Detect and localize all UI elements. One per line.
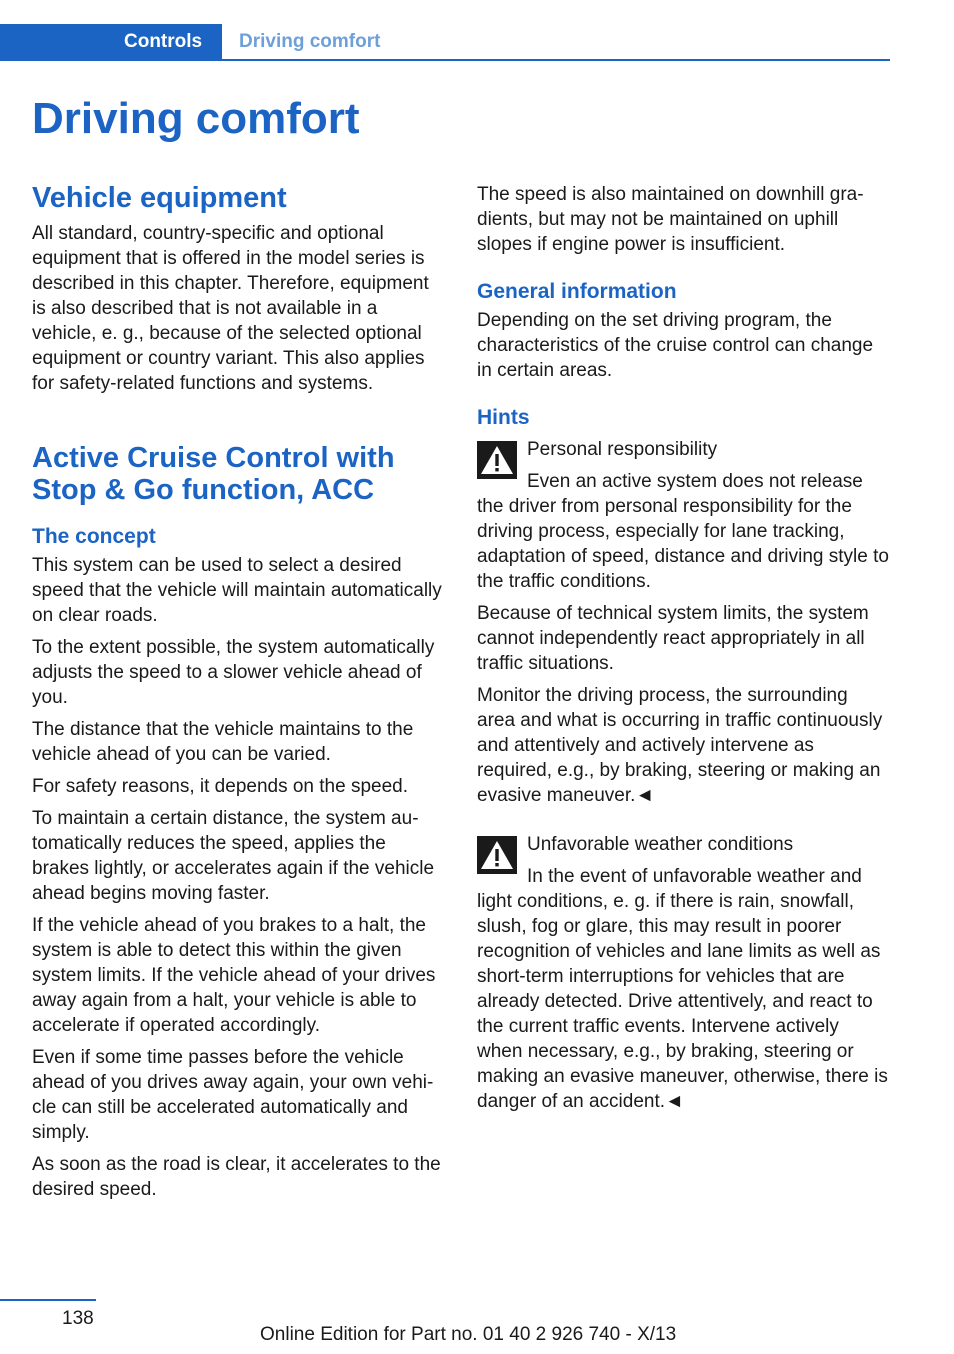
warning-text: Even an active system does not release the driver from personal responsibility for the driving process, especially for lane tracking, adaptation of speed, distance and driving style to the traffic conditions. — [477, 471, 889, 592]
warning-triangle-icon — [477, 441, 517, 479]
paragraph-concept-6: If the vehicle ahead of you brakes to a halt, the system is able to detect this within the given system limits. If the vehicle ahead of your drives away again from a halt, your vehicle is able to accelerate if operated accordingly. — [32, 915, 436, 1036]
paragraph-concept-3: The distance that the vehicle maintains to the vehicle ahead of you can be varied. — [32, 719, 414, 765]
header-rule — [222, 59, 890, 61]
page-number: 138 — [62, 1308, 94, 1329]
paragraph-concept-1: This system can be used to select a desired speed that the vehicle will maintain automatically on clear roads. — [32, 555, 442, 626]
paragraph-concept-4: For safety reasons, it depends on the speed. — [32, 776, 409, 797]
paragraph-vehicle-equipment: All standard, country-specific and optional equipment that is offered in the model series is described in this chapter. Therefore, equipment is also described that is not available in a vehicle, e. g., because of the selected optional equipment or country variant. This also applies for safety-related functions and systems. — [32, 223, 429, 394]
warning-triangle-icon — [477, 836, 517, 874]
paragraph-concept-5: To maintain a certain distance, the system automatically reduces the speed, applies the brakes lightly, or accelerates again if the vehicle ahead begins moving faster. — [32, 808, 435, 904]
warning-weather-conditions — [477, 832, 889, 1114]
heading-hints: Hints — [477, 406, 530, 429]
paragraph-monitor: Monitor the driving process, the surrounding area and what is occurring in traffic continuously and attentively and actively intervene as required, e.g., by braking, steering or making an evasive maneuver.◄ — [477, 685, 883, 806]
paragraph-concept-7: Even if some time passes before the vehicle ahead of you drives away again, your own vehicle can still be accelerated automatically and simply. — [32, 1047, 434, 1143]
warning-personal-responsibility — [477, 437, 889, 594]
paragraph-concept-8: As soon as the road is clear, it accelerates to the desired speed. — [32, 1154, 441, 1200]
page-title: Driving comfort — [32, 94, 360, 143]
footer-rule — [0, 1299, 96, 1301]
heading-vehicle-equipment: Vehicle equipment — [32, 182, 287, 214]
header-subsection-label: Driving comfort — [239, 31, 381, 52]
heading-acc: Active Cruise Control with Stop & Go function, ACC — [32, 442, 395, 506]
edition-note: Online Edition for Part no. 01 40 2 926 740 - X/13 — [260, 1324, 677, 1345]
warning-text: In the event of unfavorable weather and light conditions, e. g. if there is rain, snowfall, slush, fog or glare, this may result in poorer recognition of vehicles and lane limits as well as short-term interruptions for vehicles that are already detected. Drive attentively, and react to the current traffic events. Intervene actively when necessary, e.g., by braking, steering or making an evasive maneuver, otherwise, there is danger of an accident.◄ — [477, 866, 888, 1112]
paragraph-downhill: The speed is also maintained on downhill gradients, but may not be maintained on uphill slopes if engine power is insufficient. — [477, 184, 864, 255]
paragraph-general-information: Depending on the set driving program, the characteristics of the cruise control can change in certain areas. — [477, 310, 874, 381]
right-column — [477, 182, 889, 1121]
paragraph-concept-2: To the extent possible, the system automatically adjusts the speed to a slower vehicle ahead of you. — [32, 637, 435, 708]
header-section-label: Controls — [124, 31, 203, 52]
paragraph-system-limits: Because of technical system limits, the system cannot independently react appropriately in all traffic situations. — [477, 603, 869, 674]
heading-general-information: General information — [477, 280, 677, 303]
heading-concept: The concept — [32, 525, 156, 548]
left-column — [32, 182, 444, 1209]
warning-title: Personal responsibility — [527, 439, 718, 460]
warning-title: Unfavorable weather conditions — [527, 834, 794, 855]
